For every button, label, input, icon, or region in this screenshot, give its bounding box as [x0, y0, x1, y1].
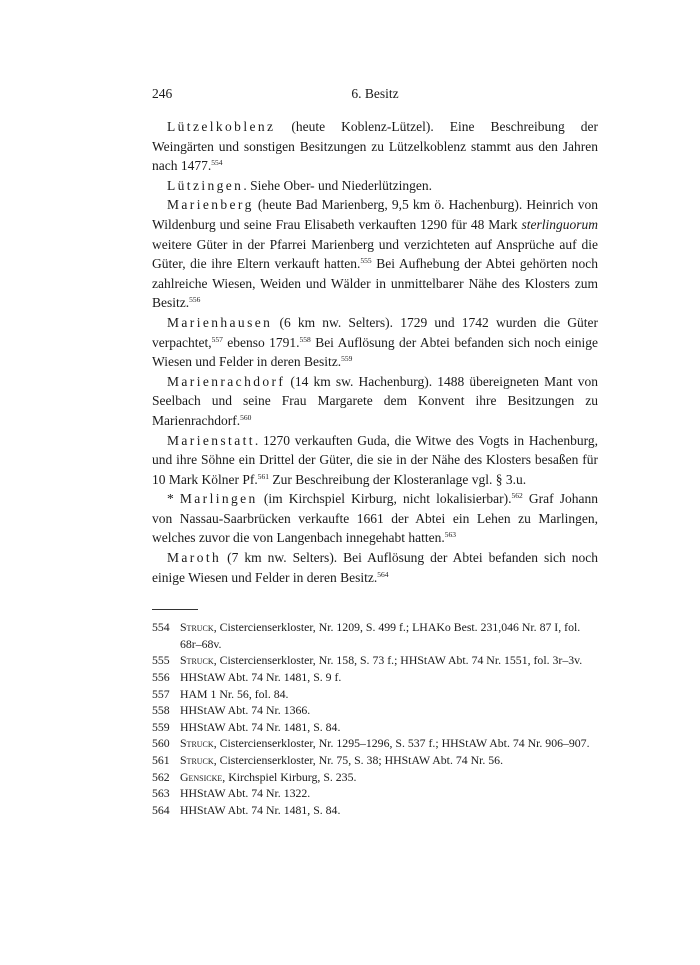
page-header — [152, 86, 598, 108]
footnote: 558 HHStAW Abt. 74 Nr. 1366. — [152, 703, 311, 718]
latin-term: sterlinguorum — [521, 216, 598, 232]
footnote-ref: 560 — [240, 412, 252, 422]
footnote: 564 HHStAW Abt. 74 Nr. 1481, S. 84. — [152, 802, 341, 817]
footnote: 561 Struck, Cistercienserkloster, Nr. 75, S. 38; HHStAW Abt. 74 Nr. 56. — [152, 753, 504, 767]
footnote-divider — [152, 609, 198, 610]
entry-marlingen: * Marlingen (im Kirchspiel Kirburg, nicht lokalisierbar).$^{562}$ Graf Johann von Nassau-Saarbrücken verkaufte 1661 der Abtei ein Lehen zu Marlingen, welches zuvor die von Langenbach innegehabt hatten.$^{563}$ — [152, 491, 599, 546]
place-name: Marienberg — [167, 197, 254, 213]
place-name: Marienhausen — [167, 314, 273, 330]
asterisk-marker: * — [167, 491, 180, 507]
entry-marienstatt: Marienstatt. 1270 verkauften Guda, die Witwe des Vogts in Hachenburg, und ihre Söhne ein Drittel der Güter, die sie in der Nähe des Klosters besaßen für 10 Mark Kölner Pf.$^{561}$ Zur Beschreibung der Klosteranlage vgl. § 3.u. — [152, 432, 598, 487]
book-page — [152, 86, 598, 818]
footnote-ref: 556 — [189, 295, 201, 305]
place-name: Marienrachdorf — [167, 373, 286, 389]
entry-marienrachdorf: Marienrachdorf (14 km sw. Hachenburg). 1488 übereigneten Mant von Seelbach und seine Frau Margarete dem Konvent ihre Besitzungen zu Marienrachdorf.$^{560}$ — [152, 373, 598, 428]
footnote-ref: 557 — [211, 334, 223, 344]
running-head: 6. Besitz — [351, 86, 399, 101]
footnote-ref: 561 — [257, 471, 269, 481]
footnote-ref: 555 — [360, 256, 372, 266]
footnote-ref: 559 — [341, 354, 353, 364]
footnote: 559 HHStAW Abt. 74 Nr. 1481, S. 84. — [152, 719, 341, 734]
footnote-ref: 562 — [511, 491, 523, 501]
entry-marienhausen: Marienhausen (6 km nw. Selters). 1729 und 1742 wurden die Güter verpachtet,$^{557}$ ebenso 1791.$^{558}$ Bei Auflösung der Abtei befanden sich noch einige Wiesen und Felder in deren Besitz.$^{559}$ — [152, 314, 598, 370]
footnote-ref: 558 — [299, 334, 311, 344]
footnote: 556 HHStAW Abt. 74 Nr. 1481, S. 9 f. — [152, 670, 342, 685]
place-name: Lützelkoblenz — [167, 119, 276, 134]
place-name: Maroth — [167, 550, 222, 566]
entry-luetzingen: Lützingen. Siehe Ober- und Niederlützingen. — [167, 177, 433, 193]
footnote-ref: 564 — [377, 569, 389, 579]
entry-maroth: Maroth (7 km nw. Selters). Bei Auflösung der Abtei befanden sich noch einige Wiesen und Felder in deren Besitz.$^{564}$ — [152, 550, 598, 585]
place-name: Lützingen — [167, 177, 244, 193]
footnote: 562 Gensicke, Kirchspiel Kirburg, S. 235. — [152, 769, 357, 784]
footnote: 560 Struck, Cistercienserkloster, Nr. 1295–1296, S. 537 f.; HHStAW Abt. 74 Nr. 906–907. — [152, 736, 590, 751]
footnote-ref: 554 — [211, 158, 223, 168]
footnote: 563 HHStAW Abt. 74 Nr. 1322. — [152, 786, 311, 801]
footnote: 557 HAM 1 Nr. 56, fol. 84. — [152, 686, 289, 701]
entry-luetzelkoblenz: Lützelkoblenz (heute Koblenz-Lützel). Eine Beschreibung der Weingärten und sonstigen Besitzungen zu Lützelkoblenz stammt aus den Jahren nach 1477.$^{554}$ — [152, 119, 598, 174]
body-text — [152, 117, 598, 587]
footnote: 555 Struck, Cistercienserkloster, Nr. 158, S. 73 f.; HHStAW Abt. 74 Nr. 1551, fol. 3r–3v. — [152, 653, 583, 668]
footnotes — [152, 619, 598, 818]
place-name: Marienstatt — [167, 432, 255, 448]
place-name: Marlingen — [179, 491, 258, 507]
page-number: 246 — [152, 86, 173, 101]
footnote: 554 Struck, Cistercienserkloster, Nr. 1209, S. 499 f.; LHAKo Best. 231,046 Nr. 87 I, fol. 68r–68v. — [152, 620, 581, 651]
footnote-ref: 563 — [444, 530, 457, 540]
entry-marienberg: Marienberg (heute Bad Marienberg, 9,5 km ö. Hachenburg). Heinrich von Wildenburg und seine Frau Elisabeth verkauften 1290 für 48 Mark sterlinguorum weitere Güter in der Pfarrei Marienberg und verzichteten auf Ansprüche auf die Güter, die ihre Eltern verkauft hatten.$^{555}$ Bei Aufhebung der Abtei gehörten noch zahlreiche Wiesen, Weiden und Wälder in unmittelbarer Nähe des Klosters zum Besitz.$^{556}$ — [152, 197, 599, 311]
